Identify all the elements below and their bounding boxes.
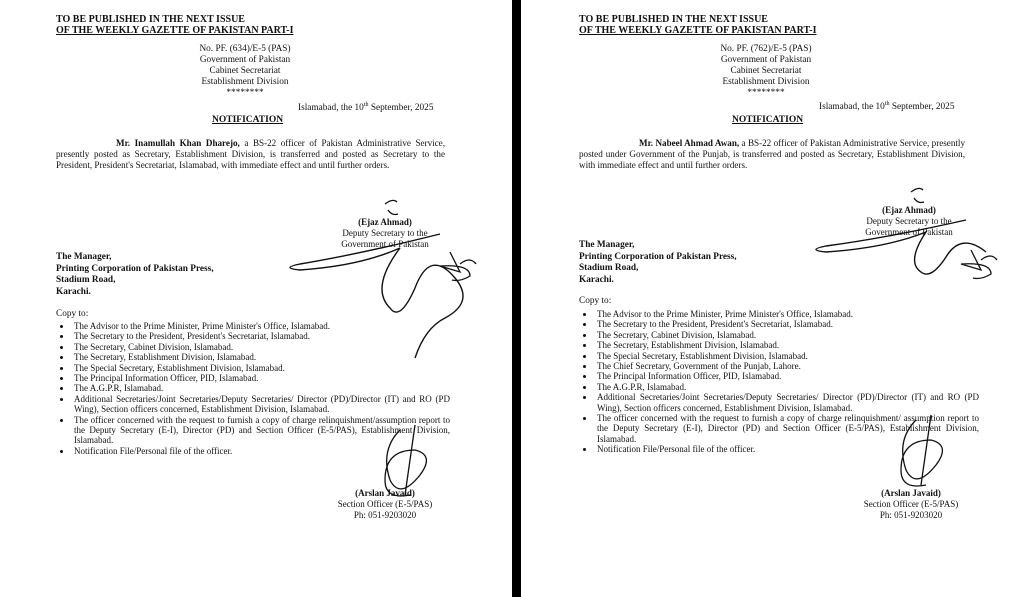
- list-item: • The Secretary, Cabinet Division, Islamabad.: [595, 330, 979, 340]
- address-line-4: Karachi.: [56, 286, 91, 297]
- signatory-name: (Arslan Javaid): [881, 488, 941, 498]
- signatory-title-2: Government of Pakistan: [341, 239, 429, 249]
- list-item: • The officer concerned with the request to furnish a copy of charge relinquishment/assumption report to the Deputy Secretary (E-I), Director (PD) and Section Officer (E-5/PAS), Establishment Division, Islamabad.: [72, 415, 450, 446]
- list-item: • The A.G.P.R, Islamabad.: [595, 382, 979, 392]
- signatory-phone: Ph: 051-9203020: [353, 510, 417, 520]
- recipient-address: [56, 252, 214, 298]
- list-item: • The Principal Information Officer, PID, Islamabad.: [595, 371, 979, 381]
- list-item: • The Special Secretary, Establishment Division, Islamabad.: [72, 363, 450, 373]
- signatory-name: (Ejaz Ahmad): [882, 205, 936, 215]
- stars-separator: ********: [226, 88, 264, 98]
- address-line-4: Karachi.: [579, 274, 614, 285]
- list-item: • The officer concerned with the request to furnish a copy of charge relinquishment/ assumption report to the Deputy Secretary (E-I), Director (PD) and Section Officer (E-5/PAS), Establishment Division, Islamabad.: [595, 413, 979, 444]
- notification-title: NOTIFICATION: [732, 115, 804, 125]
- signatory-phone: Ph: 051-9203020: [879, 510, 943, 520]
- handwritten-initials-mark: [876, 410, 966, 500]
- address-line-2: Printing Corporation of Pakistan Press,: [56, 263, 214, 274]
- signatory-title: Section Officer (E-5/PAS): [863, 499, 959, 509]
- recipient-address: [579, 240, 737, 286]
- header-line-2: OF THE WEEKLY GAZETTE OF PAKISTAN PART-I: [579, 25, 817, 36]
- handwritten-signature-mark: [816, 180, 1006, 290]
- list-item: • Notification File/Personal file of the officer.: [595, 444, 979, 454]
- government-line: Government of Pakistan: [199, 55, 291, 65]
- address-line-1: The Manager,: [56, 252, 112, 262]
- address-line-3: Stadium Road,: [579, 263, 639, 273]
- address-line-1: The Manager,: [579, 240, 635, 250]
- issuing-authority: [671, 44, 861, 99]
- list-item: • The Advisor to the Prime Minister, Prime Minister's Office, Islamabad.: [595, 309, 979, 319]
- list-item: • The Secretary to the President, President's Secretariat, Islamabad.: [72, 331, 450, 341]
- signatory-title-2: Government of Pakistan: [865, 227, 953, 237]
- handwritten-signature-mark: [290, 192, 490, 342]
- date-line: Islamabad, the 10th September, 2025: [819, 101, 955, 113]
- copy-to-label: Copy to:: [56, 309, 89, 319]
- gazette-header: [579, 14, 816, 36]
- notification-title: NOTIFICATION: [212, 115, 284, 125]
- officer-name: Mr. Inamullah Khan Dharejo,: [116, 138, 240, 148]
- copy-to-label: Copy to:: [579, 296, 612, 306]
- list-item: • The Secretary, Cabinet Division, Islamabad.: [72, 342, 450, 352]
- signatory-name: (Ejaz Ahmad): [358, 217, 412, 227]
- header-line-1: TO BE PUBLISHED IN THE NEXT ISSUE: [579, 14, 768, 25]
- address-line-3: Stadium Road,: [56, 275, 116, 285]
- signatory-title: Section Officer (E-5/PAS): [337, 499, 433, 509]
- signature-block-section-officer: [851, 488, 971, 521]
- division-line: Establishment Division: [722, 77, 810, 87]
- issuing-authority: [150, 44, 340, 99]
- list-item: • The Advisor to the Prime Minister, Prime Minister's Office, Islamabad.: [72, 321, 450, 331]
- notification-page-right: [521, 0, 1024, 597]
- list-item: • The Secretary to the President, President's Secretariat, Islamabad.: [595, 319, 979, 329]
- list-item: • The Secretary, Establishment Division, Islamabad.: [595, 340, 979, 350]
- signatory-title-1: Deputy Secretary to the: [866, 216, 952, 226]
- list-item: • Additional Secretaries/Joint Secretaries/Deputy Secretaries/ Director (PD)/Director (IT) and RO (PD Wing), Section officers concerned, Establishment Division, Islamabad.: [595, 392, 979, 413]
- stars-separator: ********: [747, 88, 785, 98]
- cabinet-line: Cabinet Secretariat: [209, 66, 281, 76]
- division-line: Establishment Division: [201, 77, 289, 87]
- signatory-name: (Arslan Javaid): [355, 488, 415, 498]
- officer-name: Mr. Nabeel Ahmad Awan,: [639, 138, 740, 148]
- signatory-title-1: Deputy Secretary to the: [342, 228, 428, 238]
- cabinet-line: Cabinet Secretariat: [730, 66, 802, 76]
- list-item: • Additional Secretaries/Joint Secretaries/Deputy Secretaries/ Director (PD)/Director (IT) and RO (PD Wing), Section officers concerned, Establishment Division, Islamabad.: [72, 394, 450, 415]
- signature-block-section-officer: [325, 488, 445, 521]
- gazette-header: [56, 14, 293, 36]
- list-item: • The Chief Secretary, Government of the Punjab, Lahore.: [595, 361, 979, 371]
- list-item: • The Secretary, Establishment Division, Islamabad.: [72, 352, 450, 362]
- list-item: • The Special Secretary, Establishment Division, Islamabad.: [595, 351, 979, 361]
- list-item: • The Principal Information Officer, PID, Islamabad.: [72, 373, 450, 383]
- date-line: Islamabad, the 10th September, 2025: [298, 102, 434, 114]
- list-item: • Notification File/Personal file of the officer.: [72, 446, 450, 456]
- header-line-2: OF THE WEEKLY GAZETTE OF PAKISTAN PART-I: [56, 25, 294, 36]
- reference-number: No. PF. (762)/E-5 (PAS): [720, 44, 812, 54]
- address-line-2: Printing Corporation of Pakistan Press,: [579, 251, 737, 262]
- header-line-1: TO BE PUBLISHED IN THE NEXT ISSUE: [56, 14, 245, 25]
- reference-number: No. PF. (634)/E-5 (PAS): [199, 44, 291, 54]
- page-divider: [512, 0, 521, 597]
- government-line: Government of Pakistan: [720, 55, 812, 65]
- list-item: • The A.G.P.R, Islamabad.: [72, 383, 450, 393]
- notification-body: Mr. Nabeel Ahmad Awan, a BS-22 officer of Pakistan Administrative Service, presently posted under Government of the Punjab, is transferred and posted as Secretary, Establishment Division, with immediate effect and until further orders.: [579, 138, 965, 170]
- notification-body: Mr. Inamullah Khan Dharejo, a BS-22 officer of Pakistan Administrative Service, presently posted as Secretary, Establishment Division, is transferred and posted as Secretary to the President, President's Secretariat, Islamabad, with immediate effect and until further orders.: [56, 138, 445, 170]
